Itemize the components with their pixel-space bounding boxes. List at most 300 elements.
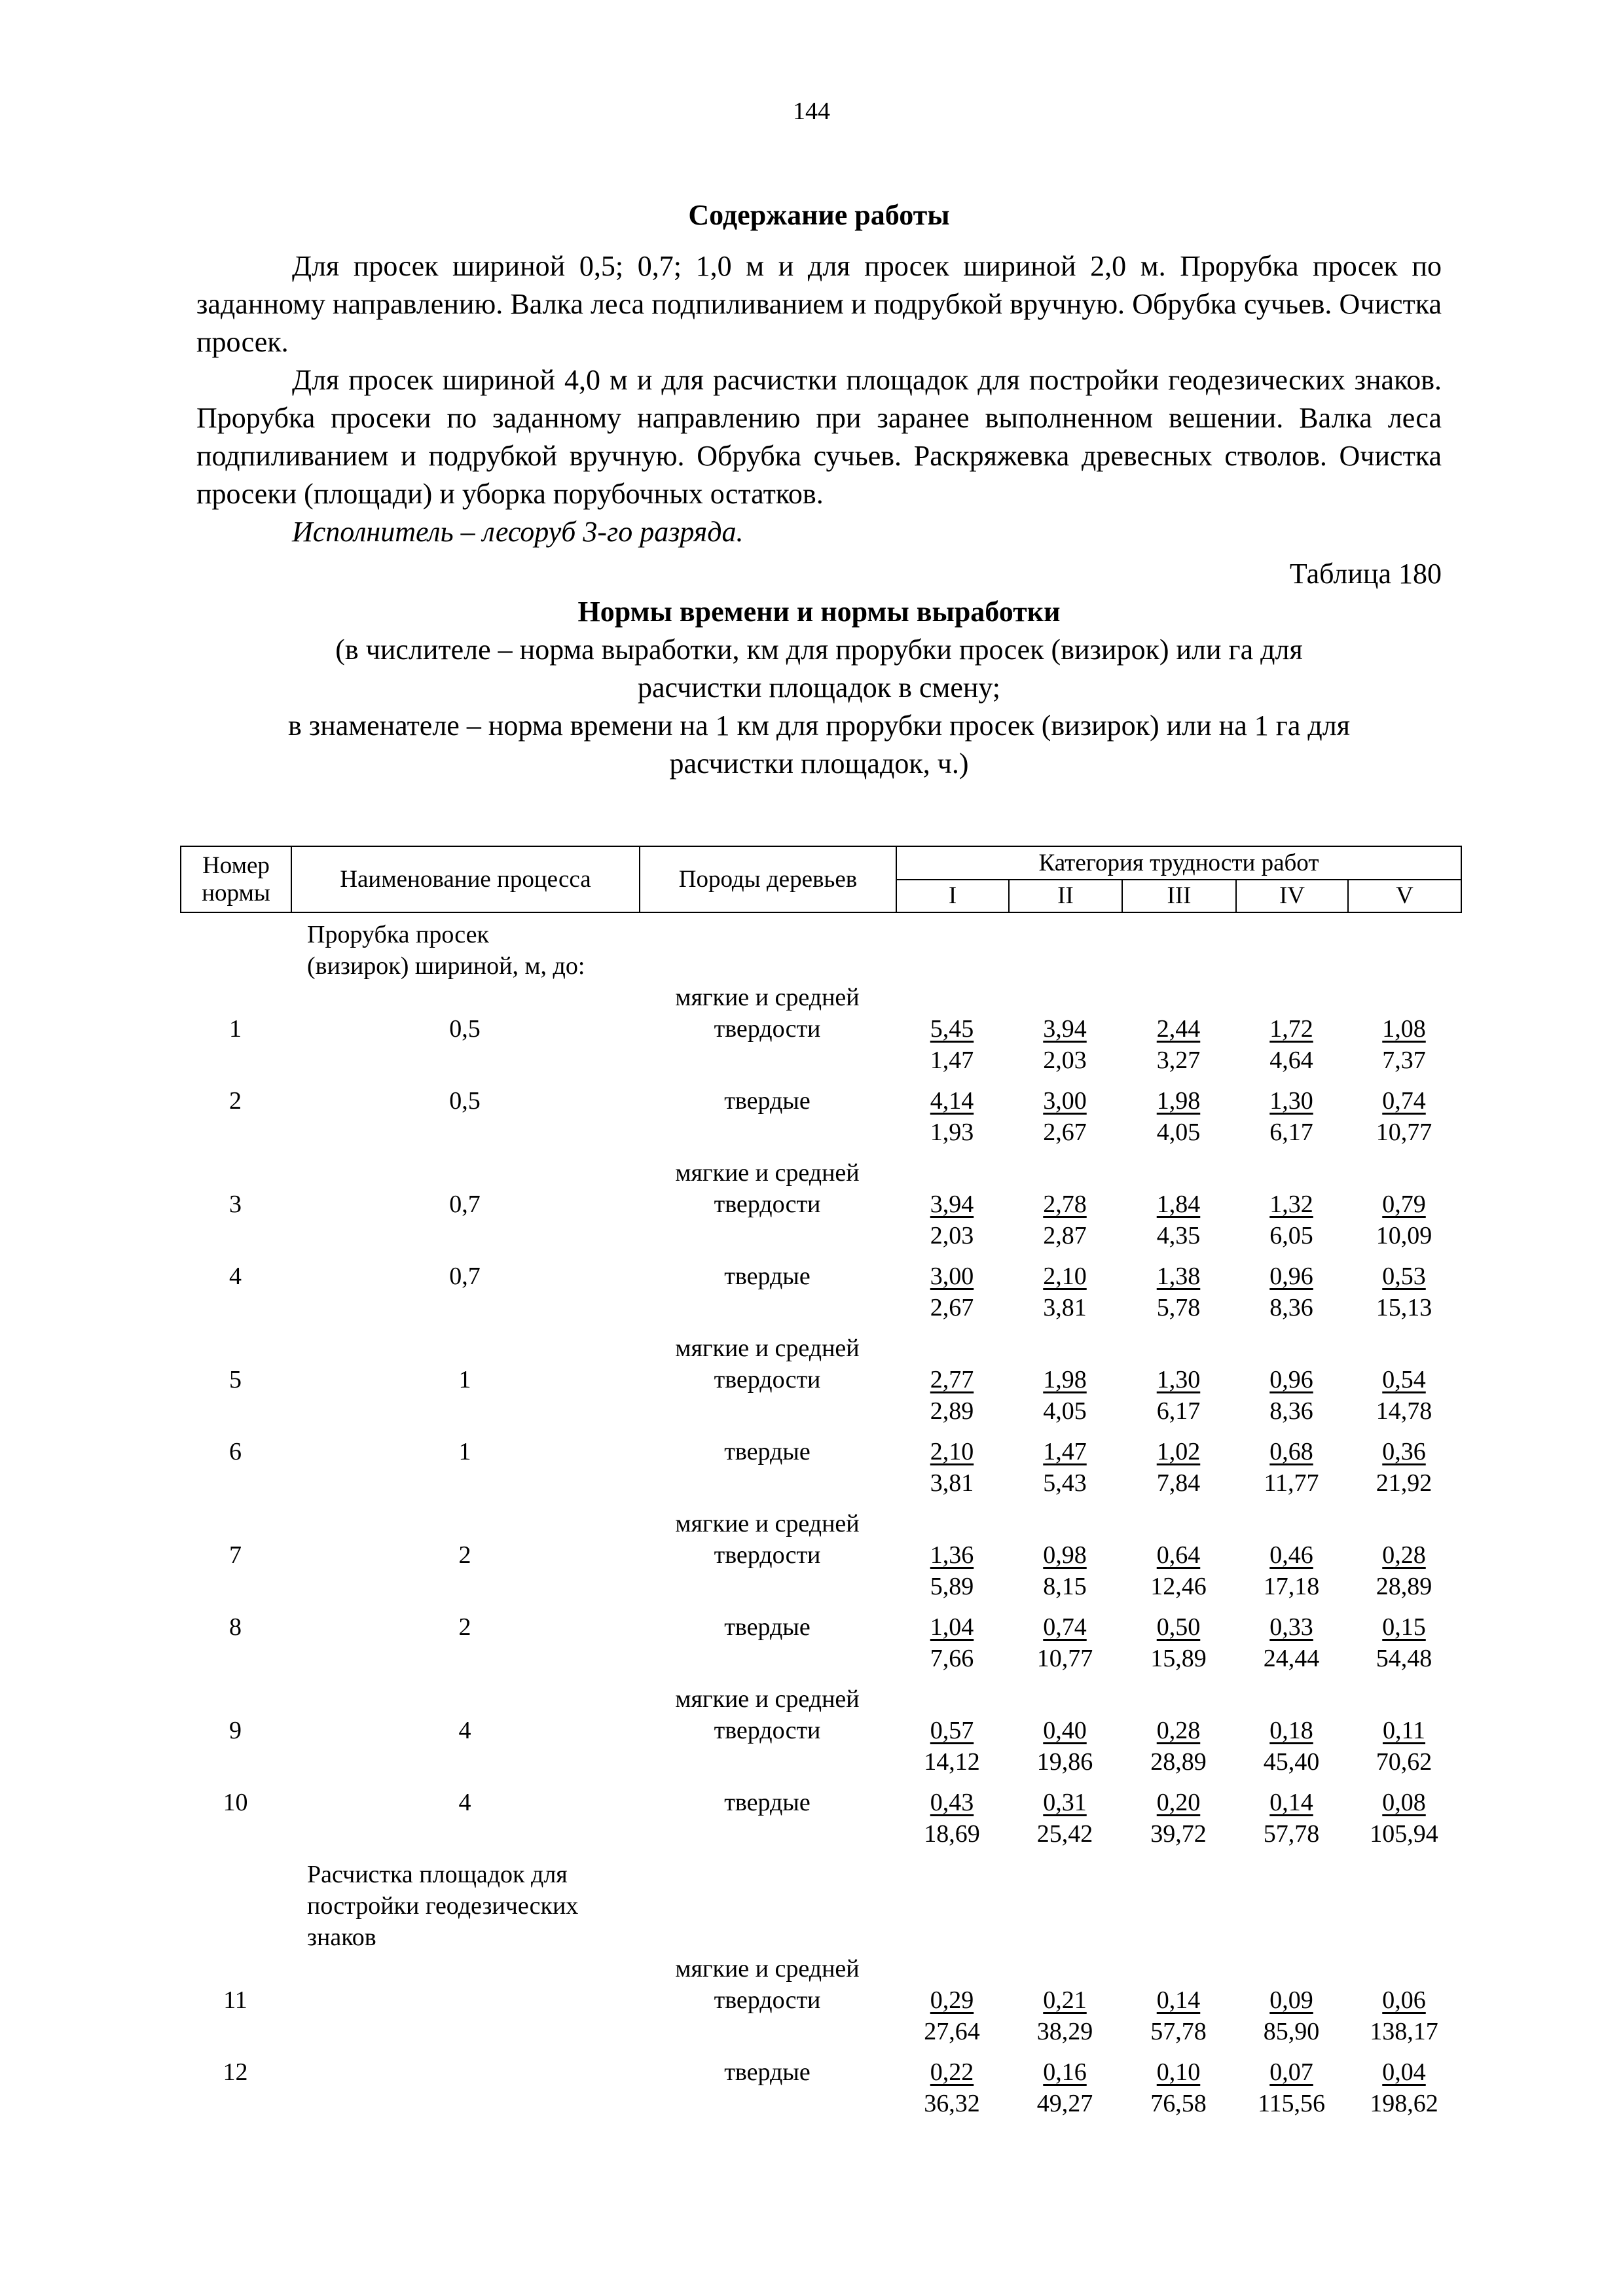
spacer <box>896 982 1008 1013</box>
width-cell <box>291 1261 639 1323</box>
spacer <box>1347 982 1461 1013</box>
output-norm: 0,33 <box>1269 1613 1313 1641</box>
value-cell <box>1347 1683 1461 1778</box>
section-title-row <box>180 919 1461 982</box>
spacer <box>1235 982 1347 1013</box>
output-norm: 2,10 <box>1043 1263 1087 1290</box>
value-cell <box>1122 2056 1235 2119</box>
time-norm: 38,29 <box>1036 2018 1093 2045</box>
norm-number: 3 <box>229 1191 242 1218</box>
species-line: мягкие и средней <box>675 984 860 1011</box>
time-norm: 3,27 <box>1156 1047 1201 1074</box>
species-line: твердые <box>724 1087 811 1115</box>
species-cell <box>639 1787 896 1850</box>
width-value: 0,5 <box>449 1015 481 1043</box>
time-norm: 21,92 <box>1376 1469 1432 1497</box>
species-cell <box>639 1611 896 1674</box>
spacer <box>291 1683 639 1715</box>
output-norm: 0,43 <box>930 1789 974 1816</box>
output-norm: 0,10 <box>1156 2058 1201 2086</box>
width-cell <box>291 1508 639 1602</box>
value-cell <box>1008 1261 1122 1323</box>
value-cell <box>896 1683 1008 1778</box>
output-norm: 0,79 <box>1382 1191 1426 1218</box>
paragraph: Для просек шириной 0,5; 0,7; 1,0 м и для просек шириной 2,0 м. Прорубка просек по заданному направлению. Валка леса подпиливанием и подрубкой вручную. Обрубка сучьев. Очистка просек. <box>196 250 1442 358</box>
value-cell <box>1122 1953 1235 2047</box>
output-norm: 1,84 <box>1156 1191 1201 1218</box>
table-title: Нормы времени и нормы выработки <box>577 596 1061 628</box>
time-norm: 1,93 <box>930 1119 974 1146</box>
value-cell <box>1235 2056 1347 2119</box>
spacer <box>1235 1333 1347 1364</box>
value-cell <box>1347 1611 1461 1674</box>
norm-number-cell <box>180 1157 291 1251</box>
value-cell <box>1008 1611 1122 1674</box>
time-norm: 115,56 <box>1257 2090 1326 2117</box>
time-norm: 14,12 <box>924 1748 980 1776</box>
output-norm: 1,36 <box>930 1541 974 1569</box>
species-cell <box>639 1261 896 1323</box>
norm-number: 8 <box>229 1613 242 1641</box>
table-row <box>180 1436 1461 1499</box>
spacer <box>1008 1333 1122 1364</box>
value-cell <box>896 1157 1008 1251</box>
norm-number: 7 <box>229 1541 242 1569</box>
value-cell <box>1122 1611 1235 1674</box>
table-row <box>180 1085 1461 1148</box>
output-norm: 3,00 <box>1043 1087 1087 1115</box>
section-title <box>180 919 896 982</box>
value-cell <box>1235 1436 1347 1499</box>
species-line: твердости <box>714 1015 821 1043</box>
value-cell <box>1347 1085 1461 1148</box>
norm-number-cell <box>180 1611 291 1674</box>
output-norm: 0,28 <box>1382 1541 1426 1569</box>
text-block <box>196 196 1442 783</box>
time-norm: 2,03 <box>930 1222 974 1249</box>
norm-number-cell <box>180 2056 291 2119</box>
table-row <box>180 1157 1461 1251</box>
section-title-line: постройки геодезических <box>307 1892 579 1920</box>
species-cell <box>639 982 896 1076</box>
spacer <box>180 982 291 1013</box>
time-norm: 36,32 <box>924 2090 980 2117</box>
time-norm: 1,47 <box>930 1047 974 1074</box>
time-norm: 8,15 <box>1043 1573 1087 1600</box>
value-cell <box>1347 1333 1461 1427</box>
spacer <box>1122 1157 1235 1189</box>
output-norm: 0,36 <box>1382 1438 1426 1465</box>
output-norm: 2,77 <box>930 1366 974 1393</box>
value-cell <box>1347 1436 1461 1499</box>
value-cell <box>1008 1787 1122 1850</box>
species-line: твердые <box>724 2058 811 2086</box>
table-subtitle-line: (в числителе – норма выработки, км для прорубки просек (визирок) или га для <box>335 634 1303 666</box>
species-cell <box>639 1683 896 1778</box>
norm-number-cell <box>180 1953 291 2047</box>
spacer <box>1235 1683 1347 1715</box>
spacer <box>896 1157 1008 1189</box>
output-norm: 3,00 <box>930 1263 974 1290</box>
value-cell <box>1235 1333 1347 1427</box>
value-cell <box>1235 1953 1347 2047</box>
time-norm: 7,37 <box>1382 1047 1426 1074</box>
table-body <box>180 919 1461 2128</box>
norm-number-cell <box>180 1436 291 1499</box>
spacer <box>291 982 639 1013</box>
time-norm: 10,09 <box>1376 1222 1432 1249</box>
time-norm: 49,27 <box>1036 2090 1093 2117</box>
header-category-2: II <box>1009 880 1122 912</box>
width-value: 1 <box>458 1438 471 1465</box>
value-cell <box>896 1611 1008 1674</box>
width-value: 0,7 <box>449 1191 481 1218</box>
spacer <box>180 1333 291 1364</box>
time-norm: 10,77 <box>1036 1645 1093 1672</box>
output-norm: 2,78 <box>1043 1191 1087 1218</box>
species-cell <box>639 1333 896 1427</box>
norm-number-cell <box>180 1261 291 1323</box>
time-norm: 25,42 <box>1036 1820 1093 1848</box>
value-cell <box>896 1508 1008 1602</box>
output-norm: 0,14 <box>1269 1789 1313 1816</box>
value-cell <box>1347 982 1461 1076</box>
time-norm: 10,77 <box>1376 1119 1432 1146</box>
width-value: 0,7 <box>449 1263 481 1290</box>
output-norm: 0,09 <box>1269 1986 1313 2014</box>
spacer <box>1347 1157 1461 1189</box>
value-cell <box>1347 1261 1461 1323</box>
output-norm: 0,18 <box>1269 1717 1313 1744</box>
output-norm: 0,96 <box>1269 1366 1313 1393</box>
time-norm: 15,89 <box>1150 1645 1207 1672</box>
header-category-5: V <box>1348 880 1461 912</box>
output-norm: 0,74 <box>1043 1613 1087 1641</box>
width-cell <box>291 1683 639 1778</box>
table-row <box>180 1787 1461 1850</box>
output-norm: 2,10 <box>930 1438 974 1465</box>
output-norm: 0,21 <box>1043 1986 1087 2014</box>
output-norm: 0,57 <box>930 1717 974 1744</box>
time-norm: 198,62 <box>1370 2090 1438 2117</box>
width-value: 4 <box>458 1717 471 1744</box>
value-cell <box>1122 1436 1235 1499</box>
species-line: мягкие и средней <box>675 1335 860 1362</box>
section-title-line: Прорубка просек <box>307 921 489 948</box>
spacer <box>896 1683 1008 1715</box>
spacer <box>180 1953 291 1984</box>
norm-number: 11 <box>223 1986 247 2014</box>
table-number: Таблица 180 <box>1289 558 1442 590</box>
value-cell <box>1347 1787 1461 1850</box>
output-norm: 3,94 <box>930 1191 974 1218</box>
species-line: мягкие и средней <box>675 1955 860 1982</box>
value-cell <box>1347 2056 1461 2119</box>
output-norm: 0,11 <box>1382 1717 1426 1744</box>
table-row <box>180 1611 1461 1674</box>
width-cell <box>291 2056 639 2119</box>
time-norm: 2,03 <box>1043 1047 1087 1074</box>
spacer <box>1347 1683 1461 1715</box>
table-row <box>180 1333 1461 1427</box>
output-norm: 0,53 <box>1382 1263 1426 1290</box>
width-cell <box>291 1611 639 1674</box>
page-number: 144 <box>793 98 830 125</box>
output-norm: 2,44 <box>1156 1015 1201 1043</box>
time-norm: 6,17 <box>1269 1119 1313 1146</box>
time-norm: 57,78 <box>1263 1820 1320 1848</box>
output-norm: 0,50 <box>1156 1613 1201 1641</box>
width-cell <box>291 1436 639 1499</box>
width-cell <box>291 1333 639 1427</box>
time-norm: 15,13 <box>1376 1294 1432 1321</box>
spacer <box>1008 1953 1122 1984</box>
time-norm: 70,62 <box>1376 1748 1432 1776</box>
output-norm: 1,98 <box>1043 1366 1087 1393</box>
output-norm: 0,16 <box>1043 2058 1087 2086</box>
width-cell <box>291 1085 639 1148</box>
output-norm: 1,30 <box>1156 1366 1201 1393</box>
norm-number-cell <box>180 1508 291 1602</box>
output-norm: 3,94 <box>1043 1015 1087 1043</box>
output-norm: 1,38 <box>1156 1263 1201 1290</box>
species-cell <box>639 1085 896 1148</box>
time-norm: 4,35 <box>1156 1222 1201 1249</box>
species-line: твердые <box>724 1263 811 1290</box>
spacer <box>180 1683 291 1715</box>
spacer <box>1235 1953 1347 1984</box>
value-cell <box>1235 1508 1347 1602</box>
time-norm: 105,94 <box>1370 1820 1438 1848</box>
output-norm: 0,29 <box>930 1986 974 2014</box>
width-value: 4 <box>458 1789 471 1816</box>
species-line: твердости <box>714 1366 821 1393</box>
output-norm: 0,06 <box>1382 1986 1426 2014</box>
width-cell <box>291 1953 639 2047</box>
value-cell <box>1008 2056 1122 2119</box>
norm-number: 5 <box>229 1366 242 1393</box>
time-norm: 85,90 <box>1263 2018 1320 2045</box>
value-cell <box>1008 1436 1122 1499</box>
time-norm: 24,44 <box>1263 1645 1320 1672</box>
value-cell <box>1008 1333 1122 1427</box>
table-row <box>180 1953 1461 2047</box>
spacer <box>1008 1157 1122 1189</box>
species-line: твердые <box>724 1438 811 1465</box>
section-title-row <box>180 1859 1461 1953</box>
norm-number: 12 <box>223 2058 248 2086</box>
value-cell <box>1347 1157 1461 1251</box>
time-norm: 7,84 <box>1156 1469 1201 1497</box>
table-row <box>180 2056 1461 2119</box>
time-norm: 2,89 <box>930 1397 974 1425</box>
spacer <box>1008 1683 1122 1715</box>
time-norm: 14,78 <box>1376 1397 1432 1425</box>
spacer <box>1122 1953 1235 1984</box>
header-species: Породы деревьев <box>640 846 896 912</box>
species-line: мягкие и средней <box>675 1159 860 1187</box>
header-norm-number: Номер нормы <box>181 846 291 912</box>
value-cell <box>896 2056 1008 2119</box>
width-value: 1 <box>458 1366 471 1393</box>
value-cell <box>1008 1085 1122 1148</box>
output-norm: 0,08 <box>1382 1789 1426 1816</box>
spacer <box>1122 1683 1235 1715</box>
value-cell <box>1235 982 1347 1076</box>
width-cell <box>291 982 639 1076</box>
output-norm: 1,72 <box>1269 1015 1313 1043</box>
value-cell <box>896 1085 1008 1148</box>
species-line: твердости <box>714 1986 821 2014</box>
output-norm: 0,96 <box>1269 1263 1313 1290</box>
norm-number: 4 <box>229 1263 242 1290</box>
value-cell <box>1122 1261 1235 1323</box>
species-line: твердости <box>714 1541 821 1569</box>
spacer <box>896 1333 1008 1364</box>
output-norm: 1,04 <box>930 1613 974 1641</box>
output-norm: 0,68 <box>1269 1438 1313 1465</box>
species-cell <box>639 1953 896 2047</box>
section-title-line: (визирок) шириной, м, до: <box>307 952 585 980</box>
width-cell <box>291 1787 639 1850</box>
value-cell <box>1122 1787 1235 1850</box>
content-heading: Содержание работы <box>688 199 950 231</box>
output-norm: 0,04 <box>1382 2058 1426 2086</box>
executor-note: Исполнитель – лесоруб 3-го разряда. <box>292 516 744 548</box>
norm-number-cell <box>180 1085 291 1148</box>
table-subtitle-line: расчистки площадок в смену; <box>637 672 1001 704</box>
value-cell <box>1008 1508 1122 1602</box>
header-process: Наименование процесса <box>291 846 640 912</box>
norm-number: 2 <box>229 1087 242 1115</box>
output-norm: 4,14 <box>930 1087 974 1115</box>
spacer <box>291 1953 639 1984</box>
width-cell <box>291 1157 639 1251</box>
section-title <box>180 1859 896 1953</box>
time-norm: 4,05 <box>1043 1397 1087 1425</box>
spacer <box>291 1508 639 1539</box>
table-subtitle-line: расчистки площадок, ч.) <box>669 747 969 780</box>
output-norm: 1,30 <box>1269 1087 1313 1115</box>
output-norm: 0,54 <box>1382 1366 1426 1393</box>
output-norm: 0,28 <box>1156 1717 1201 1744</box>
value-cell <box>1235 1683 1347 1778</box>
output-norm: 1,32 <box>1269 1191 1313 1218</box>
section-title-line: Расчистка площадок для <box>307 1861 568 1888</box>
spacer <box>291 1157 639 1189</box>
value-cell <box>1122 982 1235 1076</box>
norm-number-cell <box>180 982 291 1076</box>
output-norm: 5,45 <box>930 1015 974 1043</box>
width-value: 2 <box>458 1613 471 1641</box>
value-cell <box>1347 1953 1461 2047</box>
output-norm: 1,02 <box>1156 1438 1201 1465</box>
output-norm: 0,64 <box>1156 1541 1201 1569</box>
table-row <box>180 1683 1461 1778</box>
output-norm: 0,15 <box>1382 1613 1426 1641</box>
species-line: твердые <box>724 1613 811 1641</box>
time-norm: 18,69 <box>924 1820 980 1848</box>
time-norm: 11,77 <box>1264 1469 1319 1497</box>
output-norm: 0,98 <box>1043 1541 1087 1569</box>
species-cell <box>639 1157 896 1251</box>
time-norm: 6,05 <box>1269 1222 1313 1249</box>
width-value: 2 <box>458 1541 471 1569</box>
spacer <box>896 1508 1008 1539</box>
time-norm: 138,17 <box>1370 2018 1438 2045</box>
time-norm: 19,86 <box>1036 1748 1093 1776</box>
time-norm: 4,05 <box>1156 1119 1201 1146</box>
output-norm: 0,14 <box>1156 1986 1201 2014</box>
output-norm: 0,46 <box>1269 1541 1313 1569</box>
value-cell <box>1122 1333 1235 1427</box>
spacer <box>1122 982 1235 1013</box>
header-category-3: III <box>1122 880 1236 912</box>
spacer <box>1235 1508 1347 1539</box>
species-line: твердости <box>714 1191 821 1218</box>
header-category-1: I <box>896 880 1009 912</box>
table-row <box>180 1508 1461 1602</box>
header-category: Категория трудности работ <box>896 846 1461 880</box>
norm-number: 10 <box>223 1789 248 1816</box>
spacer <box>1235 1157 1347 1189</box>
time-norm: 5,89 <box>930 1573 974 1600</box>
spacer <box>1008 982 1122 1013</box>
value-cell <box>896 1436 1008 1499</box>
table-header <box>180 846 1462 913</box>
time-norm: 12,46 <box>1150 1573 1207 1600</box>
norm-number-cell <box>180 1333 291 1427</box>
species-line: твердости <box>714 1717 821 1744</box>
value-cell <box>896 1261 1008 1323</box>
output-norm: 0,22 <box>930 2058 974 2086</box>
value-cell <box>1008 1157 1122 1251</box>
spacer <box>180 1508 291 1539</box>
norm-number-cell <box>180 1683 291 1778</box>
value-cell <box>1122 1508 1235 1602</box>
paragraph: Для просек шириной 4,0 м и для расчистки площадок для постройки геодезических знаков. Прорубка просеки по заданному направлению при заранее выполненном вешении. Валка леса подпиливанием и подрубкой вручную. Обрубка сучьев. Раскряжевка древесных стволов. Очистка просеки (площади) и уборка порубочных остатков. <box>196 364 1442 510</box>
time-norm: 57,78 <box>1150 2018 1207 2045</box>
output-norm: 1,08 <box>1382 1015 1426 1043</box>
output-norm: 1,47 <box>1043 1438 1087 1465</box>
value-cell <box>1008 982 1122 1076</box>
species-line: мягкие и средней <box>675 1685 860 1713</box>
value-cell <box>1347 1508 1461 1602</box>
value-cell <box>1122 1683 1235 1778</box>
spacer <box>1008 1508 1122 1539</box>
section-title-line: знаков <box>307 1924 376 1951</box>
norm-number-cell <box>180 1787 291 1850</box>
spacer <box>180 1157 291 1189</box>
norm-number: 9 <box>229 1717 242 1744</box>
norm-number: 1 <box>229 1015 242 1043</box>
spacer <box>291 1333 639 1364</box>
value-cell <box>1008 1953 1122 2047</box>
table-row <box>180 1261 1461 1323</box>
time-norm: 4,64 <box>1269 1047 1313 1074</box>
output-norm: 0,20 <box>1156 1789 1201 1816</box>
time-norm: 6,17 <box>1156 1397 1201 1425</box>
spacer <box>1122 1508 1235 1539</box>
time-norm: 2,67 <box>930 1294 974 1321</box>
value-cell <box>1235 1157 1347 1251</box>
value-cell <box>896 1333 1008 1427</box>
time-norm: 2,87 <box>1043 1222 1087 1249</box>
header-category-4: IV <box>1236 880 1348 912</box>
time-norm: 17,18 <box>1263 1573 1320 1600</box>
value-cell <box>1235 1611 1347 1674</box>
time-norm: 28,89 <box>1376 1573 1432 1600</box>
